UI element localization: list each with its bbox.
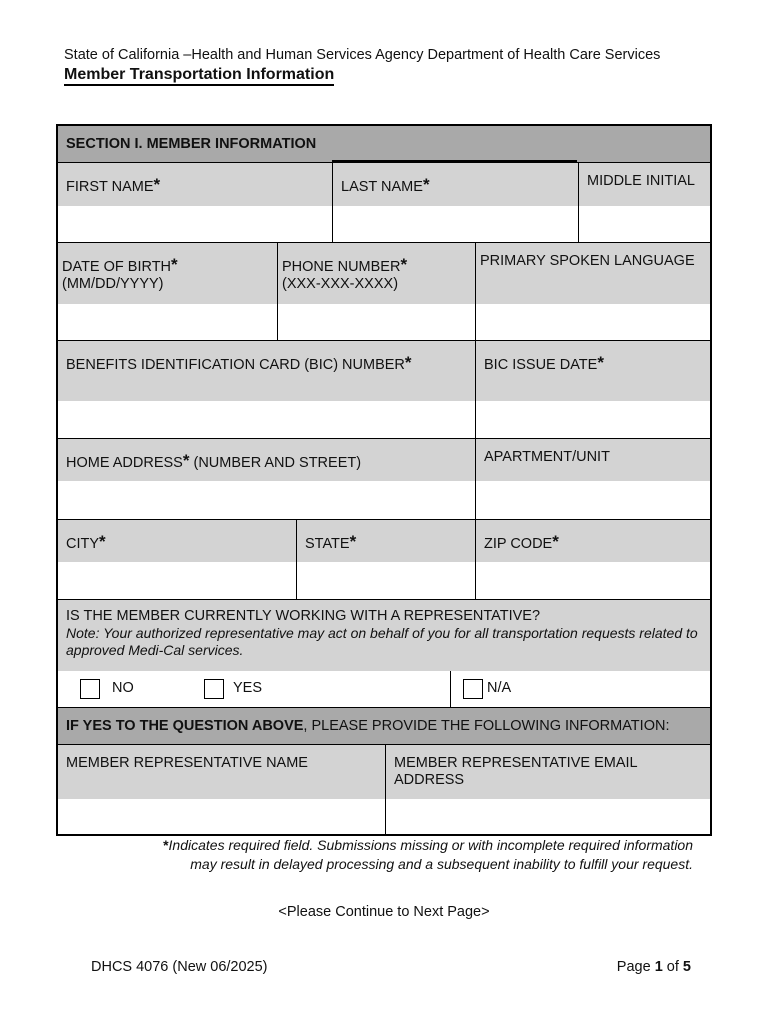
continue-text: <Please Continue to Next Page>	[278, 904, 490, 920]
middle-initial-field[interactable]	[579, 206, 712, 242]
home-address-label: HOME ADDRESS* (NUMBER AND STREET)	[58, 439, 475, 481]
form-number: DHCS 4076 (New 06/2025)	[91, 959, 268, 975]
section-header	[58, 126, 710, 162]
state-field[interactable]	[297, 562, 475, 599]
phone-number-input[interactable]	[278, 304, 475, 340]
primary-language-field[interactable]	[476, 304, 712, 340]
divider	[475, 439, 476, 519]
phone-number-field[interactable]	[278, 304, 475, 340]
state-label: STATE*	[297, 520, 475, 562]
divider	[296, 520, 297, 599]
na-option-label: N/A	[487, 680, 512, 696]
divider	[578, 163, 579, 242]
zip-code-label: ZIP CODE*	[476, 520, 712, 562]
rep-email-label: MEMBER REPRESENTATIVE EMAIL ADDRESS	[386, 745, 712, 799]
representative-question-text: IS THE MEMBER CURRENTLY WORKING WITH A REPRESENTATIVE?	[66, 608, 541, 624]
city-field[interactable]	[58, 562, 296, 599]
bic-issue-date-field[interactable]	[476, 401, 712, 438]
rep-name-field[interactable]	[58, 799, 385, 836]
representative-note: Note: Your authorized representative may act on behalf of you for all transportation requests related to approved Medi-Cal services.	[66, 625, 698, 658]
date-of-birth-label: DATE OF BIRTH* (MM/DD/YYYY)	[58, 243, 277, 304]
date-of-birth-field[interactable]	[58, 304, 277, 340]
primary-language-label: PRIMARY SPOKEN LANGUAGE	[476, 243, 712, 304]
state-input[interactable]	[297, 562, 475, 599]
rep-name-input[interactable]	[58, 799, 385, 836]
phone-number-label: PHONE NUMBER* (XXX-XXX-XXXX)	[278, 243, 475, 304]
required-field-footnote: *Indicates required field. Submissions missing or with incomplete required information may result in delayed processing and a subsequent inability to fulfill your request.	[163, 837, 693, 872]
date-of-birth-input[interactable]	[58, 304, 277, 340]
form-title: Member Transportation Information	[64, 65, 334, 86]
member-information-form	[56, 124, 712, 836]
yes-option-label: YES	[233, 680, 263, 696]
divider	[385, 745, 386, 836]
bic-number-field[interactable]	[58, 401, 475, 438]
representative-question	[58, 600, 712, 671]
zip-code-input[interactable]	[476, 562, 712, 599]
no-option-label: NO	[112, 680, 134, 696]
middle-initial-label: MIDDLE INITIAL	[579, 163, 712, 206]
first-name-label: FIRST NAME*	[58, 163, 332, 206]
middle-initial-input[interactable]	[579, 206, 712, 242]
section-title: SECTION I. MEMBER INFORMATION	[66, 136, 317, 152]
representative-options	[58, 671, 710, 707]
if-yes-header: IF YES TO THE QUESTION ABOVE, PLEASE PROVIDE THE FOLLOWING INFORMATION:	[58, 708, 712, 744]
bic-issue-date-input[interactable]	[476, 401, 712, 438]
last-name-field[interactable]	[333, 206, 578, 242]
bic-number-input[interactable]	[58, 401, 475, 438]
home-address-field[interactable]	[58, 481, 475, 519]
divider	[475, 341, 476, 438]
divider	[277, 243, 278, 340]
agency-header: State of California –Health and Human Services Agency Department of Health Care Services	[64, 47, 661, 63]
first-name-input[interactable]	[58, 206, 332, 242]
primary-language-input[interactable]	[476, 304, 712, 340]
na-checkbox[interactable]	[463, 679, 483, 699]
page-number: Page 1 of 5	[616, 959, 691, 975]
no-checkbox[interactable]	[80, 679, 100, 699]
last-name-input[interactable]	[333, 206, 578, 242]
rep-email-input[interactable]	[386, 799, 712, 836]
yes-checkbox[interactable]	[204, 679, 224, 699]
divider	[450, 671, 451, 707]
divider	[475, 520, 476, 599]
city-label: CITY*	[58, 520, 296, 562]
home-address-input[interactable]	[58, 481, 475, 519]
divider	[332, 163, 333, 242]
city-input[interactable]	[58, 562, 296, 599]
divider	[475, 243, 476, 340]
first-name-field[interactable]	[58, 206, 332, 242]
rep-email-field[interactable]	[386, 799, 712, 836]
rep-name-label: MEMBER REPRESENTATIVE NAME	[58, 745, 385, 799]
zip-code-field[interactable]	[476, 562, 712, 599]
bic-issue-date-label: BIC ISSUE DATE*	[476, 341, 712, 401]
last-name-label: LAST NAME*	[333, 163, 578, 206]
bic-number-label: BENEFITS IDENTIFICATION CARD (BIC) NUMBER*	[58, 341, 475, 401]
apartment-unit-field[interactable]	[476, 481, 712, 519]
apartment-unit-label: APARTMENT/UNIT	[476, 439, 712, 481]
apartment-unit-input[interactable]	[476, 481, 712, 519]
